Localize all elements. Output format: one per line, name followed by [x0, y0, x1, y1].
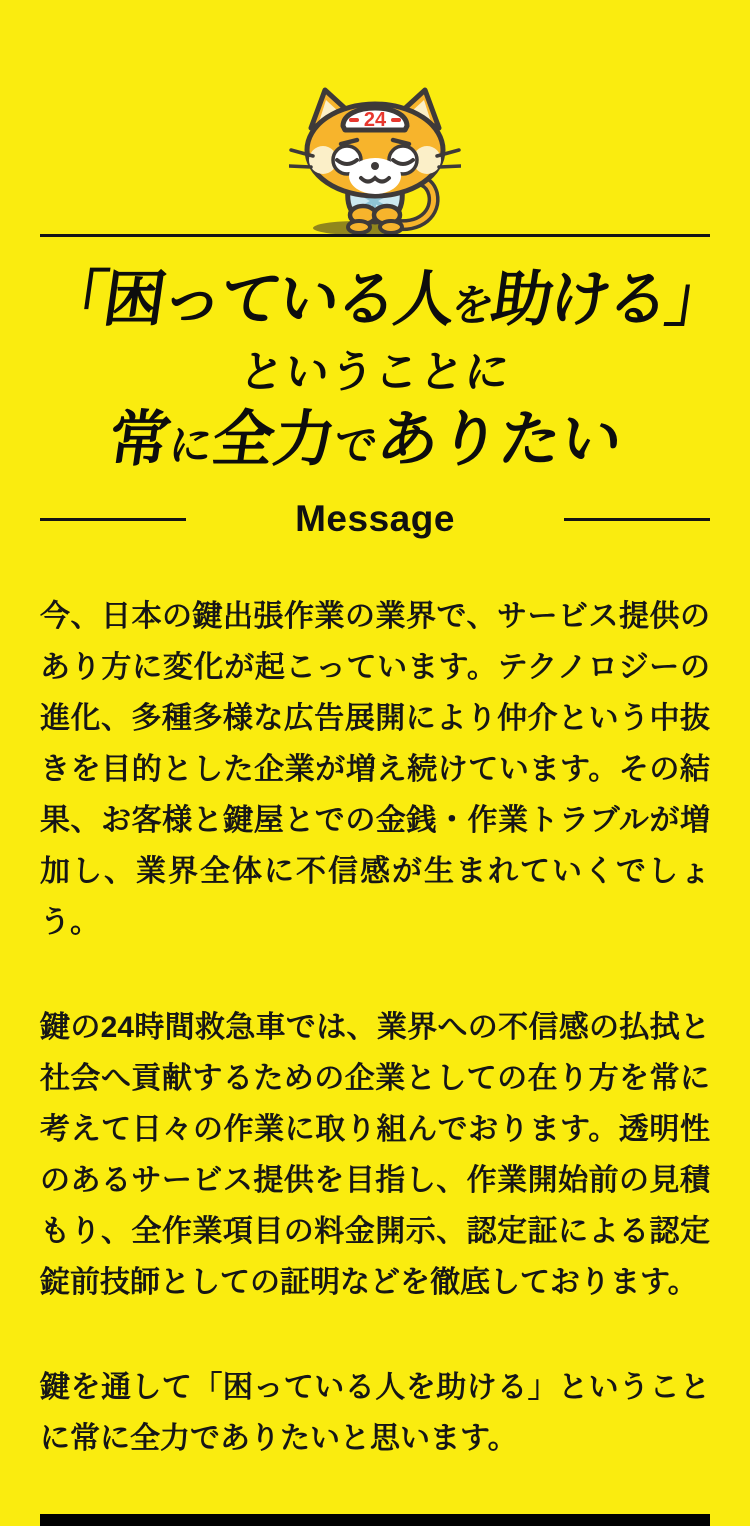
section-label-left-rule [40, 518, 186, 521]
mascot-cap-number: 24 [363, 109, 387, 131]
mascot-divider-line [40, 234, 710, 237]
section-label-row [40, 499, 710, 539]
next-section-top-bar [40, 1514, 710, 1526]
mascot-container [0, 0, 750, 234]
message-paragraph-3: 鍵を通して「困っている人を助ける」ということに常に全力でありたいと思います。 [40, 1371, 710, 1455]
section-label-right-rule [564, 518, 710, 521]
section-label: Message [295, 498, 455, 539]
message-body [40, 591, 710, 1464]
cat-mascot-24-icon [289, 84, 461, 234]
page-title-line3: 常に全力でありたい [104, 405, 627, 473]
page-title-line1: 「困っている人を助ける」 [41, 265, 729, 333]
page-title-line2: ということに [236, 348, 514, 397]
message-paragraph-2: 鍵の24時間救急車では、業界への不信感の払拭と社会へ貢献するための企業としての在り方を常に考えて日々の作業に取り組んでおります。透明性のあるサービス提供を目指し、作業開始前の見積もり、全作業項目の料金開示、認定証による認定錠前技師としての証明などを徹底しております。 [40, 1011, 710, 1299]
message-paragraph-1: 今、日本の鍵出張作業の業界で、サービス提供のあり方に変化が起こっています。テクノロジーの進化、多種多様な広告展開により仲介という中抜きを目的とした企業が増え続けています。その結果、お客様と鍵屋とでの金銭・作業トラブルが増加し、業界全体に不信感が生まれていくでしょう。 [40, 600, 710, 939]
page-title [0, 261, 750, 483]
